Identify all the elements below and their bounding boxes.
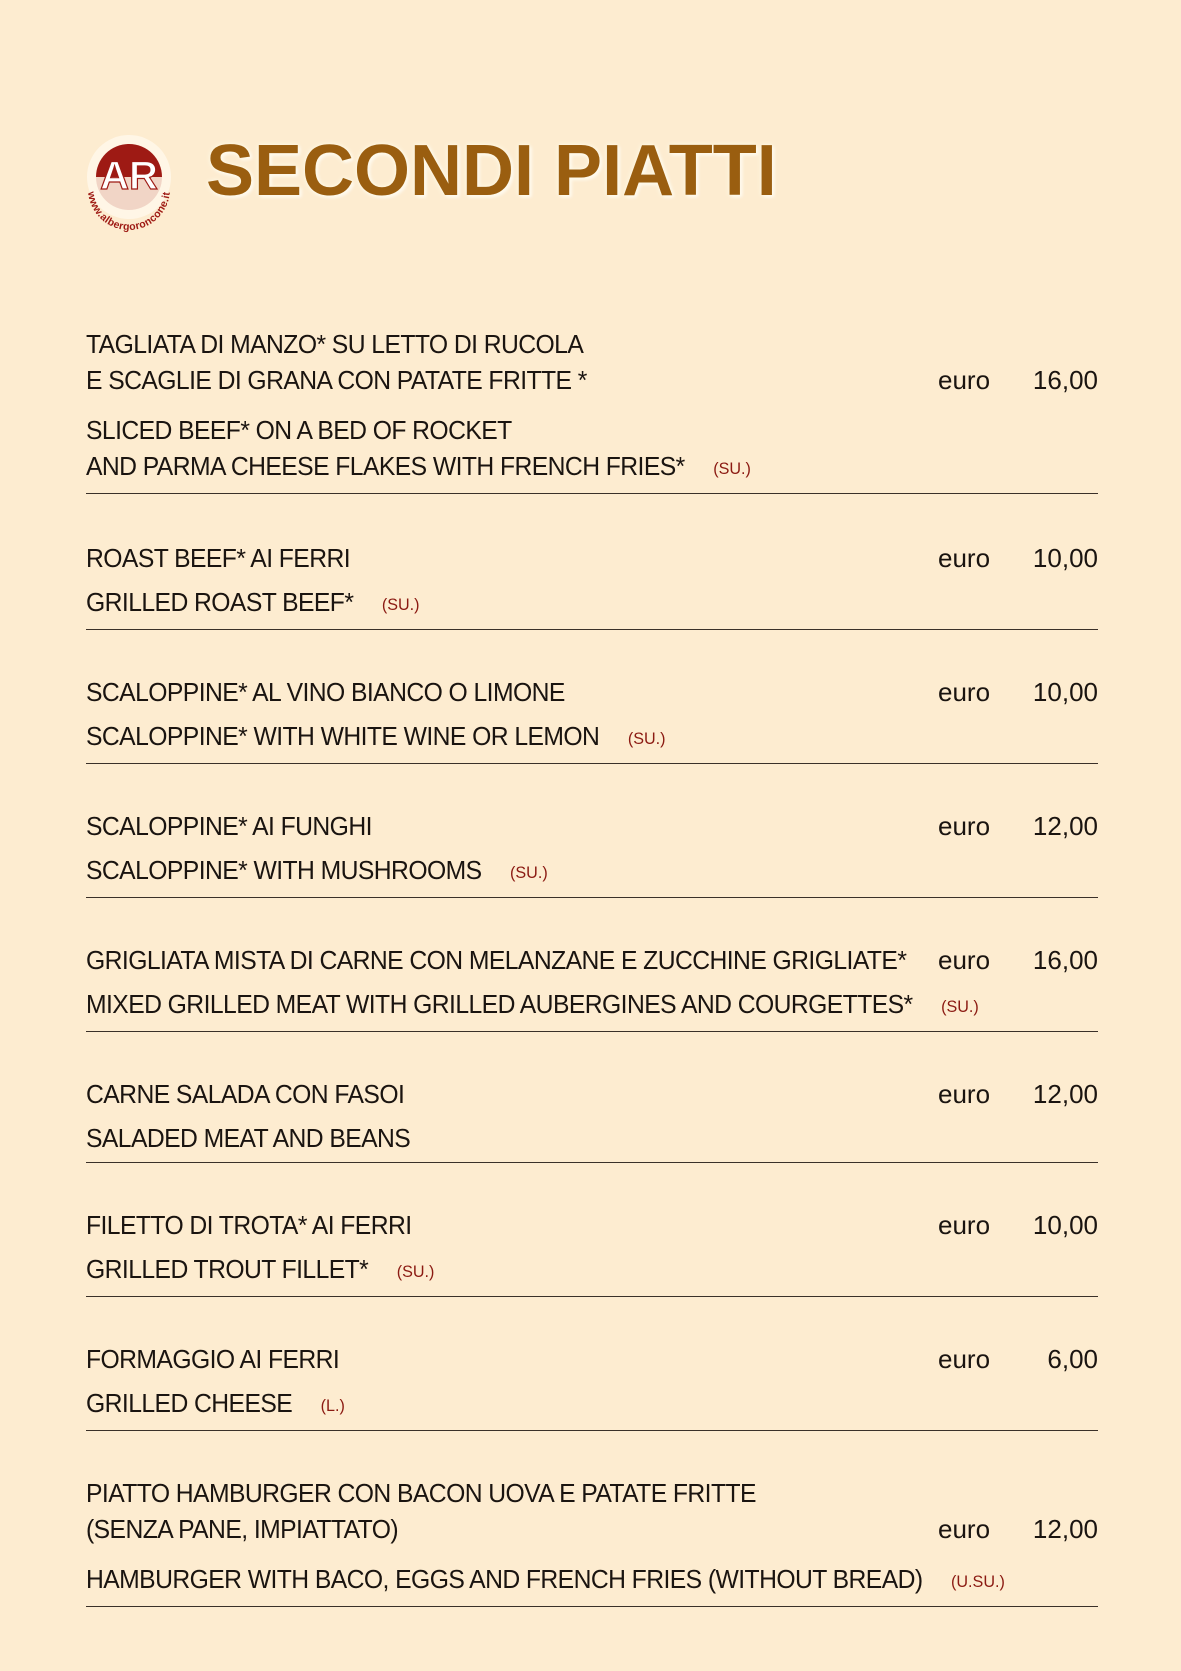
dish-line-it: FILETTO DI TROTA* AI FERRI bbox=[86, 1210, 412, 1240]
logo-url-text: www.albergoroncone.it bbox=[84, 190, 173, 234]
dish-line-en bbox=[86, 718, 1047, 757]
price-currency: euro bbox=[938, 1079, 991, 1109]
price-currency: euro bbox=[938, 1210, 991, 1240]
dish-line-it: FORMAGGIO AI FERRI bbox=[86, 1344, 340, 1374]
allergen-badge: (SU.) bbox=[713, 459, 751, 478]
dish-name-english bbox=[86, 986, 1098, 1025]
dish-line-en bbox=[86, 986, 1047, 1025]
allergen-badge: (SU.) bbox=[396, 1262, 435, 1281]
dish-line-en-text: MIXED GRILLED MEAT WITH GRILLED AUBERGINES AND COURGETTES* bbox=[86, 989, 913, 1019]
menu-item bbox=[86, 540, 1098, 630]
menu-item bbox=[86, 674, 1098, 764]
price-amount: 16,00 bbox=[1032, 365, 1098, 395]
dish-line-it: TAGLIATA DI MANZO* SU LETTO DI RUCOLA bbox=[86, 329, 584, 359]
dish-line-it: SCALOPPINE* AL VINO BIANCO O LIMONE bbox=[86, 677, 565, 707]
price-amount: 6,00 bbox=[1047, 1344, 1098, 1374]
price-currency: euro bbox=[938, 543, 991, 573]
allergen-badge: (L.) bbox=[320, 1396, 345, 1415]
dish-line-it: PIATTO HAMBURGER CON BACON UOVA E PATATE FRITTE bbox=[86, 1478, 756, 1508]
menu-item bbox=[86, 942, 1098, 1032]
menu-item bbox=[86, 808, 1098, 898]
dish-name-english bbox=[86, 718, 1098, 757]
dish-line-en bbox=[86, 852, 1047, 891]
logo bbox=[74, 129, 184, 239]
dish-line-it: SCALOPPINE* AI FUNGHI bbox=[86, 811, 372, 841]
allergen-badge: (SU.) bbox=[381, 595, 420, 614]
dish-name-english bbox=[86, 584, 1098, 623]
dish-line-en-text: HAMBURGER WITH BACO, EGGS AND FRENCH FRIES (WITHOUT BREAD) bbox=[86, 1564, 923, 1594]
dish-line-en bbox=[86, 1561, 1047, 1600]
menu-item bbox=[86, 1207, 1098, 1297]
dish-line-en-text: SCALOPPINE* WITH MUSHROOMS bbox=[86, 855, 482, 885]
price-currency: euro bbox=[938, 365, 991, 395]
dish-name-english bbox=[86, 1120, 1098, 1156]
dish-line-en-text: GRILLED CHEESE bbox=[86, 1388, 293, 1418]
dish-name-english bbox=[86, 1561, 1098, 1600]
allergen-badge: (SU.) bbox=[510, 863, 548, 882]
menu-item bbox=[86, 326, 1098, 494]
price-currency: euro bbox=[938, 811, 991, 841]
menu-list bbox=[86, 326, 1098, 1651]
dish-line-en bbox=[86, 1251, 1047, 1290]
dish-name-english bbox=[86, 1251, 1098, 1290]
price-currency: euro bbox=[938, 1514, 991, 1544]
page-title: SECONDI PIATTI bbox=[206, 131, 777, 211]
dish-name-english bbox=[86, 412, 1098, 487]
dish-line-it: (SENZA PANE, IMPIATTATO) bbox=[86, 1514, 399, 1544]
dish-line-en bbox=[86, 584, 1047, 623]
dish-line-en-text: SALADED MEAT AND BEANS bbox=[86, 1123, 411, 1153]
price-amount: 10,00 bbox=[1032, 677, 1098, 707]
logo-letters: AR bbox=[100, 154, 158, 198]
price-amount: 12,00 bbox=[1032, 1079, 1098, 1109]
dish-name-english bbox=[86, 852, 1098, 891]
allergen-badge: (SU.) bbox=[941, 997, 979, 1016]
price-currency: euro bbox=[938, 945, 991, 975]
dish-line-en bbox=[86, 448, 1047, 487]
dish-line-en-text: SCALOPPINE* WITH WHITE WINE OR LEMON bbox=[86, 721, 600, 751]
dish-line-it: GRIGLIATA MISTA DI CARNE CON MELANZANE E ZUCCHINE GRIGLIATE* bbox=[86, 945, 907, 975]
price-amount: 12,00 bbox=[1032, 811, 1098, 841]
allergen-badge: (SU.) bbox=[627, 729, 666, 748]
price-amount: 10,00 bbox=[1032, 543, 1098, 573]
menu-item bbox=[86, 1475, 1098, 1607]
dish-line-it: ROAST BEEF* AI FERRI bbox=[86, 543, 351, 573]
dish-line-en bbox=[86, 1385, 1047, 1424]
price-currency: euro bbox=[938, 1344, 991, 1374]
page-header bbox=[74, 125, 1074, 235]
price-amount: 10,00 bbox=[1032, 1210, 1098, 1240]
dish-line-en-text: SLICED BEEF* ON A BED OF ROCKET bbox=[86, 415, 512, 445]
dish-line-it: CARNE SALADA CON FASOI bbox=[86, 1079, 405, 1109]
dish-line-it: E SCAGLIE DI GRANA CON PATATE FRITTE * bbox=[86, 365, 587, 395]
price-amount: 12,00 bbox=[1032, 1514, 1098, 1544]
price-currency: euro bbox=[938, 677, 991, 707]
dish-line-en bbox=[86, 412, 1047, 448]
menu-item bbox=[86, 1076, 1098, 1163]
dish-line-en-text: GRILLED ROAST BEEF* bbox=[86, 587, 354, 617]
dish-name-english bbox=[86, 1385, 1098, 1424]
dish-line-en-text: GRILLED TROUT FILLET* bbox=[86, 1254, 369, 1284]
dish-line-en bbox=[86, 1120, 1047, 1156]
logo-emblem-icon bbox=[74, 129, 184, 239]
allergen-badge: (U.SU.) bbox=[951, 1572, 1005, 1591]
dish-line-en-text: AND PARMA CHEESE FLAKES WITH FRENCH FRIES* bbox=[86, 451, 685, 481]
price-amount: 16,00 bbox=[1032, 945, 1098, 975]
menu-item bbox=[86, 1341, 1098, 1431]
